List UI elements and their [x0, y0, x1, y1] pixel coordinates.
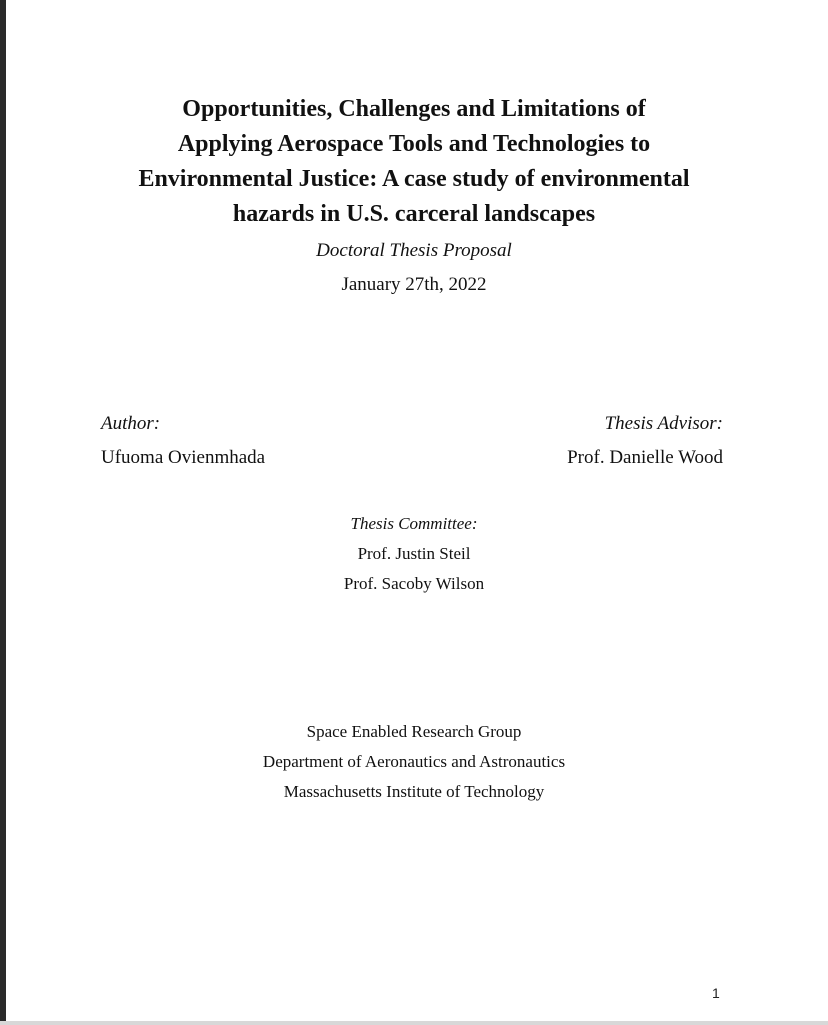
- committee-label: Thesis Committee:: [350, 514, 478, 533]
- title-line: Applying Aerospace Tools and Technologies to: [177, 131, 651, 157]
- document-subtitle: Doctoral Thesis Proposal: [316, 240, 512, 261]
- committee-member: Prof. Sacoby Wilson: [343, 574, 485, 593]
- title-line: Environmental Justice: A case study of environmental: [138, 166, 690, 192]
- author-block: [101, 411, 401, 471]
- affiliation-line: Department of Aeronautics and Astronautics: [262, 752, 566, 771]
- document-date: January 27th, 2022: [341, 274, 487, 295]
- advisor-label: Thesis Advisor:: [604, 413, 723, 434]
- title-line: hazards in U.S. carceral landscapes: [232, 201, 596, 227]
- page-number: 1: [712, 985, 720, 1001]
- author-label: Author:: [101, 413, 161, 434]
- title-line: Opportunities, Challenges and Limitations of: [182, 96, 646, 122]
- advisor-name: Prof. Danielle Wood: [567, 447, 723, 468]
- advisor-block: [423, 411, 723, 471]
- author-name: Ufuoma Ovienmhada: [101, 447, 266, 468]
- affiliation-block: [0, 717, 828, 807]
- committee-member: Prof. Justin Steil: [357, 544, 471, 563]
- affiliation-line: Space Enabled Research Group: [306, 722, 522, 741]
- committee-block: [0, 509, 828, 599]
- document-title: [90, 92, 738, 232]
- affiliation-line: Massachusetts Institute of Technology: [283, 782, 545, 801]
- viewer-bottom-edge: [0, 1021, 828, 1025]
